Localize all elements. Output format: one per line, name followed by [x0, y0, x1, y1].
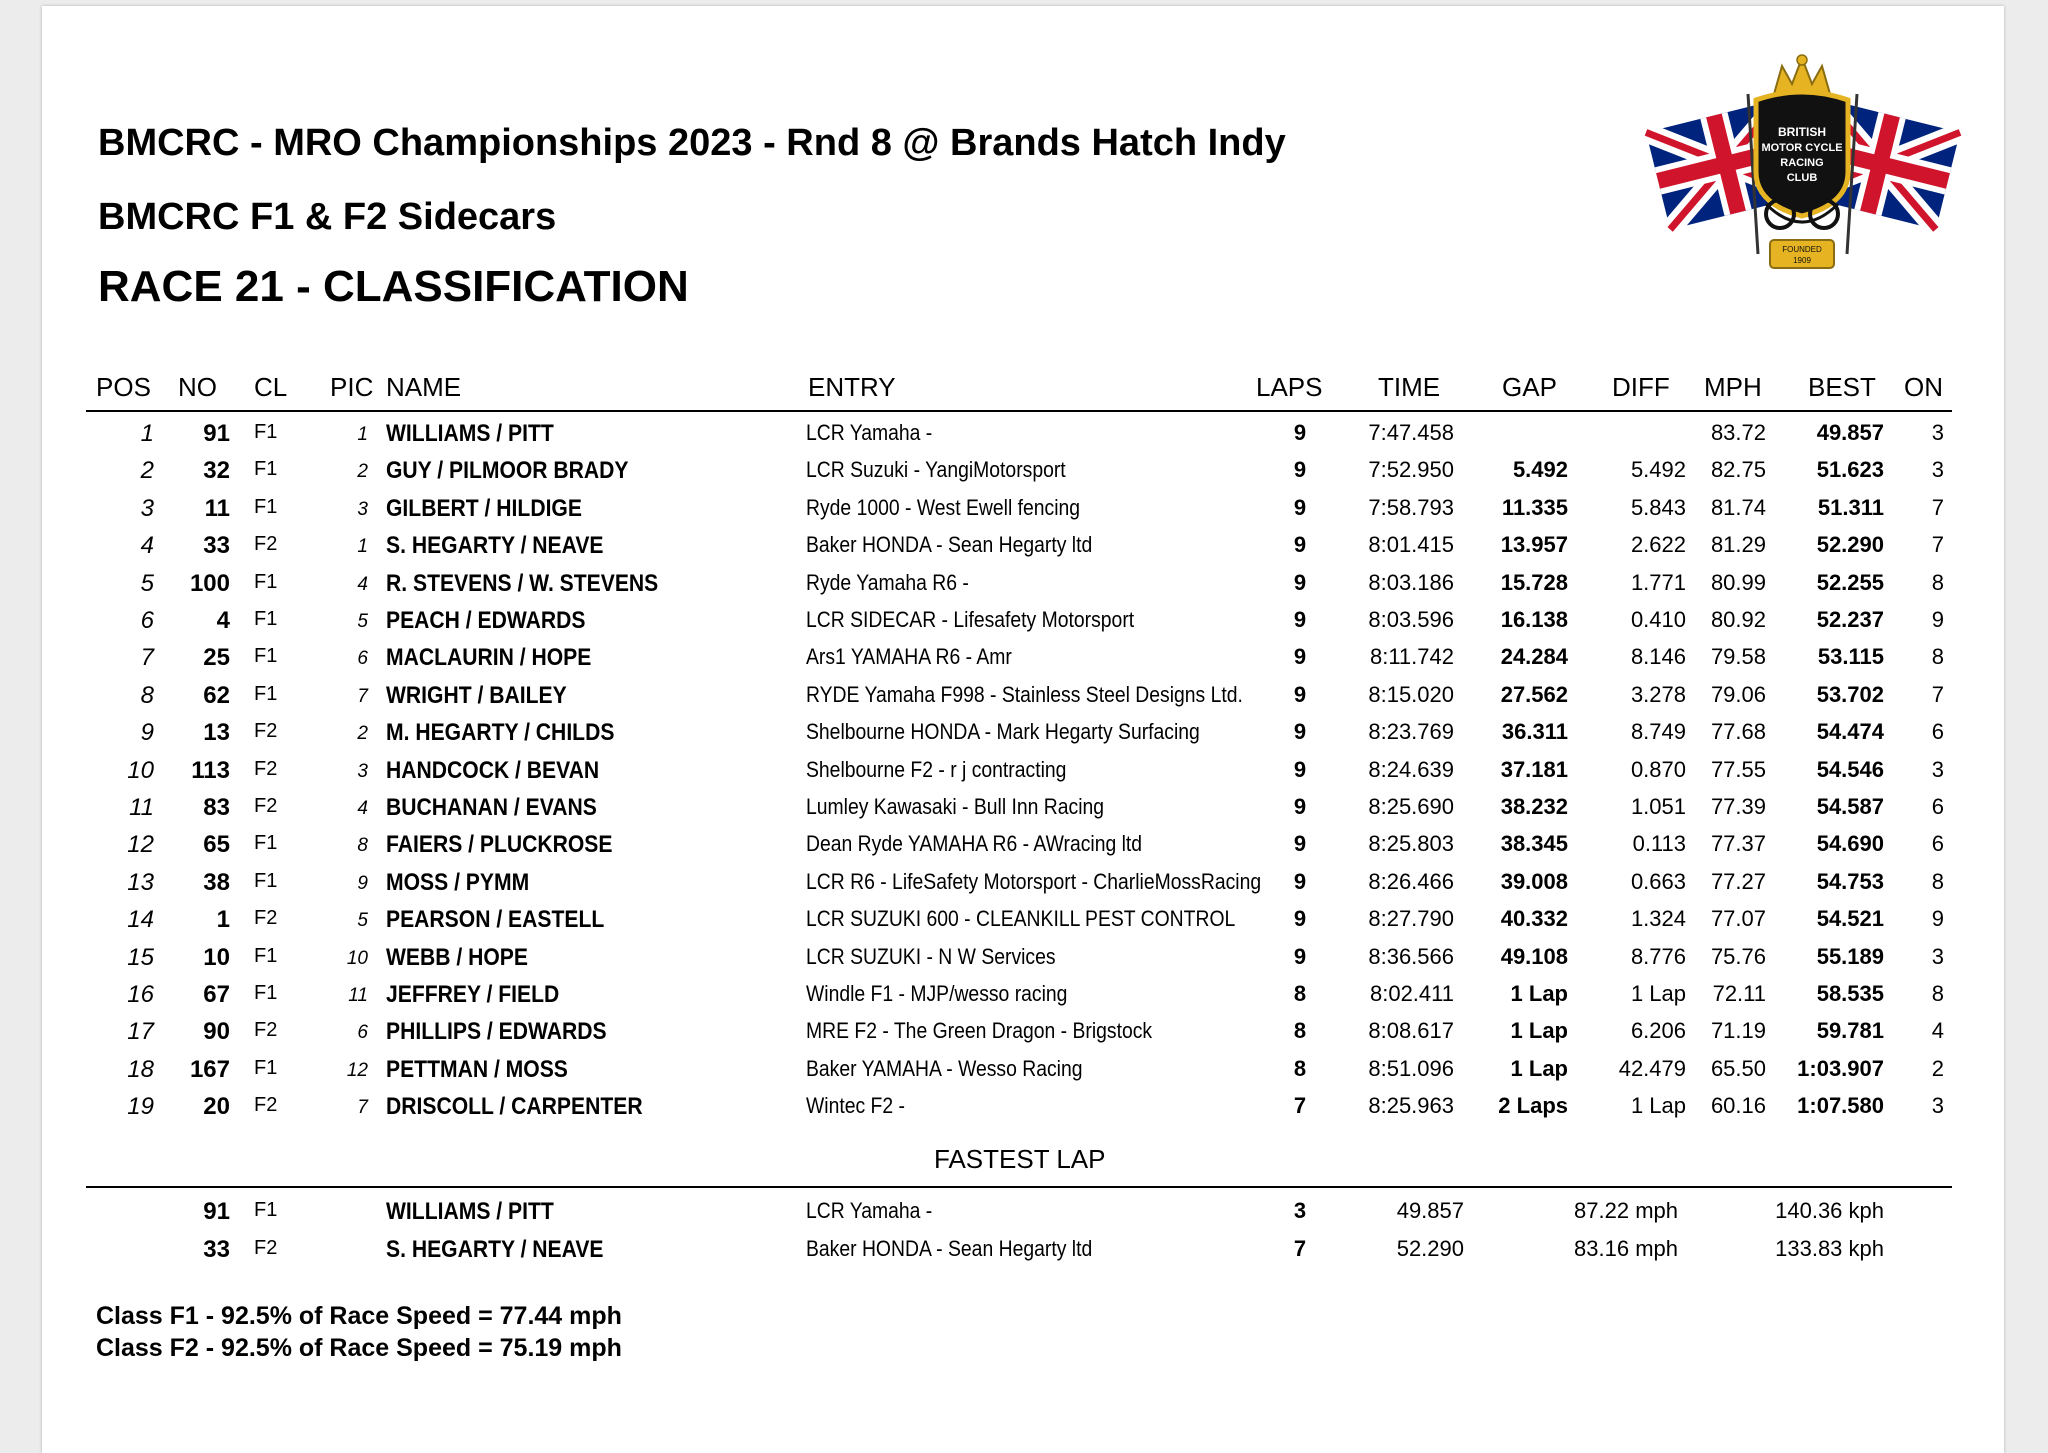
- cell-mph: 81.74: [1710, 495, 1766, 520]
- cell-pic: 8: [357, 835, 368, 856]
- class-title: BMCRC F1 & F2 Sidecars: [98, 196, 557, 238]
- cell-time: 8:51.096: [1368, 1056, 1454, 1081]
- cell-mph: 60.16: [1710, 1093, 1766, 1118]
- cell-mph: 71.19: [1710, 1018, 1766, 1043]
- cell-cl: F1: [254, 870, 278, 892]
- cell-no: 100: [189, 570, 230, 597]
- cell-laps: 9: [1293, 944, 1307, 969]
- cell-laps: 9: [1293, 682, 1307, 707]
- cell-gap: 39.008: [1500, 869, 1568, 894]
- cell-diff: 42.479: [1618, 1056, 1686, 1081]
- cell-gap: 37.181: [1500, 757, 1568, 782]
- cell-pos: 14: [127, 906, 154, 933]
- bmcrc-logo: [1650, 54, 1955, 284]
- cell-pos: 18: [127, 1056, 154, 1083]
- cell-cl: F1: [254, 832, 278, 854]
- cell-gap: 5.492: [1512, 457, 1568, 482]
- col-header-pos: POS: [96, 372, 151, 402]
- cell-no: 113: [191, 757, 230, 784]
- cell-pos: 11: [129, 794, 154, 821]
- svg-text:BRITISH: BRITISH: [1778, 125, 1826, 139]
- header-rule: [86, 410, 1952, 412]
- cell-on: 3: [1931, 457, 1944, 482]
- cell-cl: F1: [254, 982, 278, 1004]
- cell-pos: 16: [127, 981, 154, 1008]
- cell-no: 10: [203, 944, 230, 971]
- cell-mph: 77.68: [1710, 719, 1766, 744]
- cell-name: DRISCOLL / CARPENTER: [386, 1093, 643, 1120]
- cell-pic: 5: [357, 611, 368, 632]
- fastest-cell-no: 33: [203, 1236, 230, 1263]
- cell-pic: 6: [357, 648, 368, 669]
- cell-best: 49.857: [1816, 420, 1884, 445]
- cell-diff: 5.843: [1630, 495, 1686, 520]
- cell-pic: 12: [346, 1060, 368, 1081]
- cell-pic: 7: [357, 1097, 368, 1118]
- cell-diff: 5.492: [1630, 457, 1686, 482]
- cell-entry: Baker YAMAHA - Wesso Racing: [806, 1056, 1083, 1081]
- cell-laps: 7: [1293, 1093, 1307, 1118]
- cell-cl: F2: [254, 907, 278, 929]
- cell-pos: 4: [140, 532, 154, 559]
- svg-text:1909: 1909: [1793, 256, 1811, 265]
- cell-gap: 36.311: [1501, 719, 1568, 744]
- cell-no: 62: [203, 682, 230, 709]
- cell-best: 53.702: [1816, 682, 1884, 707]
- cell-entry: MRE F2 - The Green Dragon - Brigstock: [806, 1018, 1153, 1043]
- cell-name: PETTMAN / MOSS: [386, 1056, 568, 1083]
- fastest-cell-no: 91: [203, 1198, 230, 1225]
- cell-on: 6: [1931, 831, 1944, 856]
- cell-entry: RYDE Yamaha F998 - Stainless Steel Designs Ltd.: [806, 682, 1243, 707]
- cell-time: 8:11.742: [1369, 644, 1454, 669]
- col-header-laps: LAPS: [1256, 372, 1323, 402]
- class-f2-speed-note: Class F2 - 92.5% of Race Speed = 75.19 mph: [96, 1334, 622, 1362]
- cell-laps: 8: [1293, 981, 1307, 1006]
- cell-name: PHILLIPS / EDWARDS: [386, 1018, 607, 1045]
- col-header-pic: PIC: [330, 372, 374, 402]
- cell-time: 8:25.690: [1368, 794, 1454, 819]
- cell-on: 3: [1931, 1093, 1944, 1118]
- cell-gap: 2 Laps: [1498, 1093, 1568, 1118]
- cell-laps: 9: [1293, 831, 1307, 856]
- fastest-cell-kph: 140.36 kph: [1775, 1198, 1884, 1223]
- cell-no: 1: [216, 906, 230, 933]
- class-f1-speed-note: Class F1 - 92.5% of Race Speed = 77.44 mph: [96, 1302, 622, 1330]
- cell-no: 25: [203, 644, 230, 671]
- cell-best: 1:07.580: [1797, 1093, 1884, 1118]
- cell-name: M. HEGARTY / CHILDS: [386, 719, 615, 746]
- cell-no: 33: [203, 532, 230, 559]
- cell-pic: 1: [357, 424, 368, 445]
- cell-cl: F2: [254, 1094, 278, 1116]
- cell-on: 9: [1931, 906, 1944, 931]
- cell-mph: 83.72: [1710, 420, 1766, 445]
- cell-mph: 77.07: [1710, 906, 1766, 931]
- cell-entry: LCR R6 - LifeSafety Motorsport - CharlieMossRacing: [806, 869, 1262, 894]
- cell-gap: 38.232: [1500, 794, 1568, 819]
- cell-time: 7:58.793: [1368, 495, 1454, 520]
- cell-entry: Wintec F2 -: [806, 1093, 905, 1118]
- cell-gap: 27.562: [1500, 682, 1568, 707]
- col-header-mph: MPH: [1704, 372, 1762, 402]
- cell-on: 3: [1931, 944, 1944, 969]
- fastest-cell-time: 49.857: [1396, 1198, 1464, 1223]
- cell-time: 8:25.803: [1368, 831, 1454, 856]
- fastest-cell-mph: 83.16 mph: [1574, 1236, 1678, 1261]
- fastest-cell-entry: LCR Yamaha -: [806, 1198, 933, 1223]
- cell-name: GILBERT / HILDIGE: [386, 495, 582, 522]
- col-header-on: ON: [1904, 372, 1943, 402]
- cell-pos: 10: [127, 757, 154, 784]
- cell-cl: F1: [254, 496, 278, 518]
- cell-gap: 13.957: [1500, 532, 1568, 557]
- cell-cl: F1: [254, 1057, 278, 1079]
- cell-pic: 7: [357, 686, 368, 707]
- cell-laps: 9: [1293, 719, 1307, 744]
- col-header-cl: CL: [254, 372, 288, 402]
- cell-diff: 3.278: [1630, 682, 1686, 707]
- cell-on: 7: [1931, 532, 1944, 557]
- cell-pos: 12: [127, 831, 154, 858]
- cell-best: 51.623: [1816, 457, 1884, 482]
- cell-cl: F1: [254, 458, 278, 480]
- cell-time: 8:03.186: [1368, 570, 1454, 595]
- fastest-cell-mph: 87.22 mph: [1574, 1198, 1678, 1223]
- cell-entry: Baker HONDA - Sean Hegarty ltd: [806, 532, 1093, 557]
- cell-laps: 9: [1293, 794, 1307, 819]
- cell-time: 8:08.617: [1368, 1018, 1454, 1043]
- cell-laps: 9: [1293, 532, 1307, 557]
- cell-pos: 9: [140, 719, 154, 746]
- cell-name: JEFFREY / FIELD: [386, 981, 560, 1008]
- cell-best: 54.690: [1816, 831, 1884, 856]
- cell-on: 7: [1931, 495, 1944, 520]
- cell-diff: 1 Lap: [1630, 1093, 1686, 1118]
- col-header-gap: GAP: [1502, 372, 1557, 402]
- cell-no: 167: [189, 1056, 230, 1083]
- cell-entry: LCR Yamaha -: [806, 420, 933, 445]
- cell-name: HANDCOCK / BEVAN: [386, 757, 600, 784]
- cell-name: WILLIAMS / PITT: [386, 420, 554, 447]
- cell-time: 8:03.596: [1368, 607, 1454, 632]
- cell-on: 8: [1931, 644, 1944, 669]
- cell-name: GUY / PILMOOR BRADY: [386, 457, 629, 484]
- cell-pos: 19: [127, 1093, 154, 1120]
- cell-laps: 9: [1293, 607, 1307, 632]
- cell-pic: 3: [357, 499, 368, 520]
- cell-mph: 72.11: [1712, 981, 1766, 1006]
- cell-pos: 17: [127, 1018, 154, 1045]
- cell-name: MACLAURIN / HOPE: [386, 644, 592, 671]
- cell-gap: 1 Lap: [1510, 1018, 1568, 1043]
- event-title: BMCRC - MRO Championships 2023 - Rnd 8 @ Brands Hatch Indy: [98, 122, 1286, 164]
- fastest-lap-title: FASTEST LAP: [934, 1144, 1106, 1174]
- cell-entry: LCR SIDECAR - Lifesafety Motorsport: [806, 607, 1135, 632]
- cell-diff: 8.776: [1630, 944, 1686, 969]
- fastest-lap-rule: [86, 1186, 1952, 1188]
- col-header-no: NO: [178, 372, 217, 402]
- cell-on: 6: [1931, 794, 1944, 819]
- cell-name: FAIERS / PLUCKROSE: [386, 831, 613, 858]
- cell-time: 8:23.769: [1368, 719, 1454, 744]
- cell-mph: 80.99: [1710, 570, 1766, 595]
- cell-cl: F1: [254, 571, 278, 593]
- cell-entry: Ryde Yamaha R6 -: [806, 570, 969, 595]
- cell-laps: 8: [1293, 1056, 1307, 1081]
- cell-cl: F1: [254, 421, 278, 443]
- cell-diff: 0.410: [1630, 607, 1686, 632]
- cell-mph: 79.58: [1710, 644, 1766, 669]
- cell-on: 3: [1931, 420, 1944, 445]
- cell-diff: 6.206: [1630, 1018, 1686, 1043]
- cell-on: 4: [1931, 1018, 1944, 1043]
- cell-pos: 5: [140, 570, 154, 597]
- cell-time: 8:02.411: [1369, 981, 1454, 1006]
- cell-on: 9: [1931, 607, 1944, 632]
- cell-mph: 65.50: [1710, 1056, 1766, 1081]
- cell-pos: 7: [140, 644, 154, 671]
- cell-gap: 16.138: [1500, 607, 1568, 632]
- cell-entry: Ryde 1000 - West Ewell fencing: [806, 495, 1081, 520]
- cell-laps: 9: [1293, 869, 1307, 894]
- cell-on: 8: [1931, 981, 1944, 1006]
- cell-pos: 2: [140, 457, 154, 484]
- cell-mph: 79.06: [1710, 682, 1766, 707]
- cell-best: 54.546: [1816, 757, 1884, 782]
- cell-entry: Dean Ryde YAMAHA R6 - AWracing ltd: [806, 831, 1143, 856]
- cell-best: 52.255: [1816, 570, 1884, 595]
- cell-pic: 5: [357, 910, 368, 931]
- cell-pos: 15: [127, 944, 154, 971]
- cell-entry: Lumley Kawasaki - Bull Inn Racing: [806, 794, 1105, 819]
- cell-entry: Ars1 YAMAHA R6 - Amr: [806, 644, 1012, 669]
- cell-entry: LCR Suzuki - YangiMotorsport: [806, 457, 1066, 482]
- cell-pic: 4: [357, 798, 368, 819]
- cell-best: 55.189: [1816, 944, 1884, 969]
- cell-laps: 9: [1293, 570, 1307, 595]
- cell-no: 32: [203, 457, 230, 484]
- col-header-diff: DIFF: [1612, 372, 1670, 402]
- cell-time: 7:52.950: [1368, 457, 1454, 482]
- cell-diff: 1.324: [1630, 906, 1686, 931]
- cell-best: 54.753: [1816, 869, 1884, 894]
- cell-pic: 6: [357, 1022, 368, 1043]
- cell-pic: 3: [357, 761, 368, 782]
- cell-time: 8:36.566: [1368, 944, 1454, 969]
- club-badge-icon: [1756, 92, 1848, 268]
- fastest-cell-name: S. HEGARTY / NEAVE: [386, 1236, 604, 1263]
- cell-gap: 49.108: [1500, 944, 1568, 969]
- cell-time: 8:24.639: [1368, 757, 1454, 782]
- cell-no: 65: [203, 831, 230, 858]
- cell-no: 67: [203, 981, 230, 1008]
- cell-pic: 4: [357, 574, 368, 595]
- cell-gap: 1 Lap: [1510, 1056, 1568, 1081]
- cell-cl: F2: [254, 758, 278, 780]
- cell-name: PEARSON / EASTELL: [386, 906, 605, 933]
- cell-name: BUCHANAN / EVANS: [386, 794, 597, 821]
- cell-gap: 24.284: [1500, 644, 1568, 669]
- cell-cl: F2: [254, 720, 278, 742]
- cell-best: 53.115: [1817, 644, 1884, 669]
- cell-diff: 2.622: [1630, 532, 1686, 557]
- cell-diff: 1.771: [1630, 570, 1686, 595]
- cell-no: 4: [216, 607, 230, 634]
- cell-no: 38: [203, 869, 230, 896]
- fastest-cell-entry: Baker HONDA - Sean Hegarty ltd: [806, 1236, 1093, 1261]
- svg-text:FOUNDED: FOUNDED: [1782, 245, 1822, 254]
- cell-best: 54.521: [1816, 906, 1884, 931]
- cell-pic: 1: [357, 536, 368, 557]
- cell-pos: 6: [140, 607, 154, 634]
- cell-no: 83: [203, 794, 230, 821]
- cell-cl: F1: [254, 683, 278, 705]
- cell-best: 51.311: [1817, 495, 1884, 520]
- cell-entry: Shelbourne HONDA - Mark Hegarty Surfacing: [806, 719, 1200, 744]
- cell-name: WRIGHT / BAILEY: [386, 682, 567, 709]
- cell-best: 59.781: [1816, 1018, 1884, 1043]
- cell-diff: 0.113: [1632, 831, 1686, 856]
- cell-name: R. STEVENS / W. STEVENS: [386, 570, 659, 597]
- cell-best: 54.587: [1816, 794, 1884, 819]
- cell-no: 91: [203, 420, 230, 447]
- cell-entry: LCR SUZUKI - N W Services: [806, 944, 1056, 969]
- cell-on: 8: [1931, 570, 1944, 595]
- col-header-best: BEST: [1808, 372, 1876, 402]
- cell-name: S. HEGARTY / NEAVE: [386, 532, 604, 559]
- cell-best: 58.535: [1816, 981, 1884, 1006]
- cell-gap: 38.345: [1500, 831, 1568, 856]
- cell-time: 8:01.415: [1368, 532, 1454, 557]
- cell-name: PEACH / EDWARDS: [386, 607, 586, 634]
- cell-best: 1:03.907: [1797, 1056, 1884, 1081]
- cell-mph: 77.37: [1710, 831, 1766, 856]
- fastest-cell-name: WILLIAMS / PITT: [386, 1198, 554, 1225]
- cell-laps: 9: [1293, 457, 1307, 482]
- fastest-cell-lap: 7: [1293, 1236, 1307, 1261]
- cell-diff: 1.051: [1630, 794, 1686, 819]
- cell-on: 2: [1931, 1056, 1944, 1081]
- cell-time: 8:25.963: [1368, 1093, 1454, 1118]
- svg-text:RACING: RACING: [1780, 157, 1824, 169]
- cell-cl: F2: [254, 533, 278, 555]
- cell-pic: 2: [357, 461, 368, 482]
- fastest-cell-lap: 3: [1293, 1198, 1307, 1223]
- cell-cl: F2: [254, 1019, 278, 1041]
- cell-diff: 0.663: [1630, 869, 1686, 894]
- cell-pos: 1: [140, 420, 154, 447]
- cell-mph: 75.76: [1710, 944, 1766, 969]
- cell-on: 3: [1931, 757, 1944, 782]
- cell-name: WEBB / HOPE: [386, 944, 528, 971]
- col-header-entry: ENTRY: [808, 372, 896, 402]
- cell-pic: 9: [357, 873, 368, 894]
- cell-best: 52.290: [1816, 532, 1884, 557]
- fastest-cell-cl: F1: [254, 1199, 278, 1221]
- cell-pos: 13: [127, 869, 154, 896]
- cell-gap: 15.728: [1500, 570, 1568, 595]
- cell-pic: 2: [357, 723, 368, 744]
- cell-gap: 11.335: [1501, 495, 1568, 520]
- cell-name: MOSS / PYMM: [386, 869, 530, 896]
- cell-pic: 10: [346, 948, 368, 969]
- cell-pic: 11: [348, 985, 368, 1006]
- cell-entry: LCR SUZUKI 600 - CLEANKILL PEST CONTROL: [806, 906, 1236, 931]
- cell-diff: 8.146: [1630, 644, 1686, 669]
- cell-best: 54.474: [1816, 719, 1884, 744]
- cell-cl: F2: [254, 795, 278, 817]
- cell-no: 13: [203, 719, 230, 746]
- cell-mph: 77.39: [1710, 794, 1766, 819]
- cell-pos: 8: [140, 682, 154, 709]
- cell-mph: 80.92: [1710, 607, 1766, 632]
- cell-cl: F1: [254, 608, 278, 630]
- fastest-cell-time: 52.290: [1396, 1236, 1464, 1261]
- crown-icon: [1774, 55, 1830, 94]
- cell-no: 11: [204, 495, 230, 522]
- cell-gap: 40.332: [1500, 906, 1568, 931]
- cell-laps: 9: [1293, 644, 1307, 669]
- cell-entry: Shelbourne F2 - r j contracting: [806, 757, 1067, 782]
- cell-laps: 9: [1293, 757, 1307, 782]
- cell-mph: 81.29: [1710, 532, 1766, 557]
- cell-best: 52.237: [1816, 607, 1884, 632]
- cell-diff: 1 Lap: [1630, 981, 1686, 1006]
- cell-entry: Windle F1 - MJP/wesso racing: [806, 981, 1068, 1006]
- cell-mph: 82.75: [1710, 457, 1766, 482]
- cell-mph: 77.27: [1710, 869, 1766, 894]
- cell-time: 8:15.020: [1368, 682, 1454, 707]
- cell-no: 90: [203, 1018, 230, 1045]
- cell-time: 8:27.790: [1368, 906, 1454, 931]
- cell-laps: 8: [1293, 1018, 1307, 1043]
- cell-on: 8: [1931, 869, 1944, 894]
- cell-cl: F1: [254, 645, 278, 667]
- col-header-time: TIME: [1378, 372, 1441, 402]
- cell-diff: 8.749: [1630, 719, 1686, 744]
- cell-gap: 1 Lap: [1510, 981, 1568, 1006]
- cell-cl: F1: [254, 945, 278, 967]
- cell-time: 7:47.458: [1368, 420, 1454, 445]
- fastest-cell-cl: F2: [254, 1237, 278, 1259]
- cell-laps: 9: [1293, 420, 1307, 445]
- cell-on: 6: [1931, 719, 1944, 744]
- cell-time: 8:26.466: [1368, 869, 1454, 894]
- cell-laps: 9: [1293, 906, 1307, 931]
- cell-diff: 0.870: [1630, 757, 1686, 782]
- col-header-name: NAME: [386, 372, 462, 402]
- fastest-cell-kph: 133.83 kph: [1775, 1236, 1884, 1261]
- cell-laps: 9: [1293, 495, 1307, 520]
- race-title: RACE 21 - CLASSIFICATION: [98, 262, 689, 311]
- svg-text:CLUB: CLUB: [1786, 172, 1818, 184]
- cell-mph: 77.55: [1710, 757, 1766, 782]
- svg-text:MOTOR CYCLE: MOTOR CYCLE: [1761, 142, 1843, 154]
- cell-no: 20: [203, 1093, 230, 1120]
- cell-on: 7: [1931, 682, 1944, 707]
- cell-pos: 3: [140, 495, 154, 522]
